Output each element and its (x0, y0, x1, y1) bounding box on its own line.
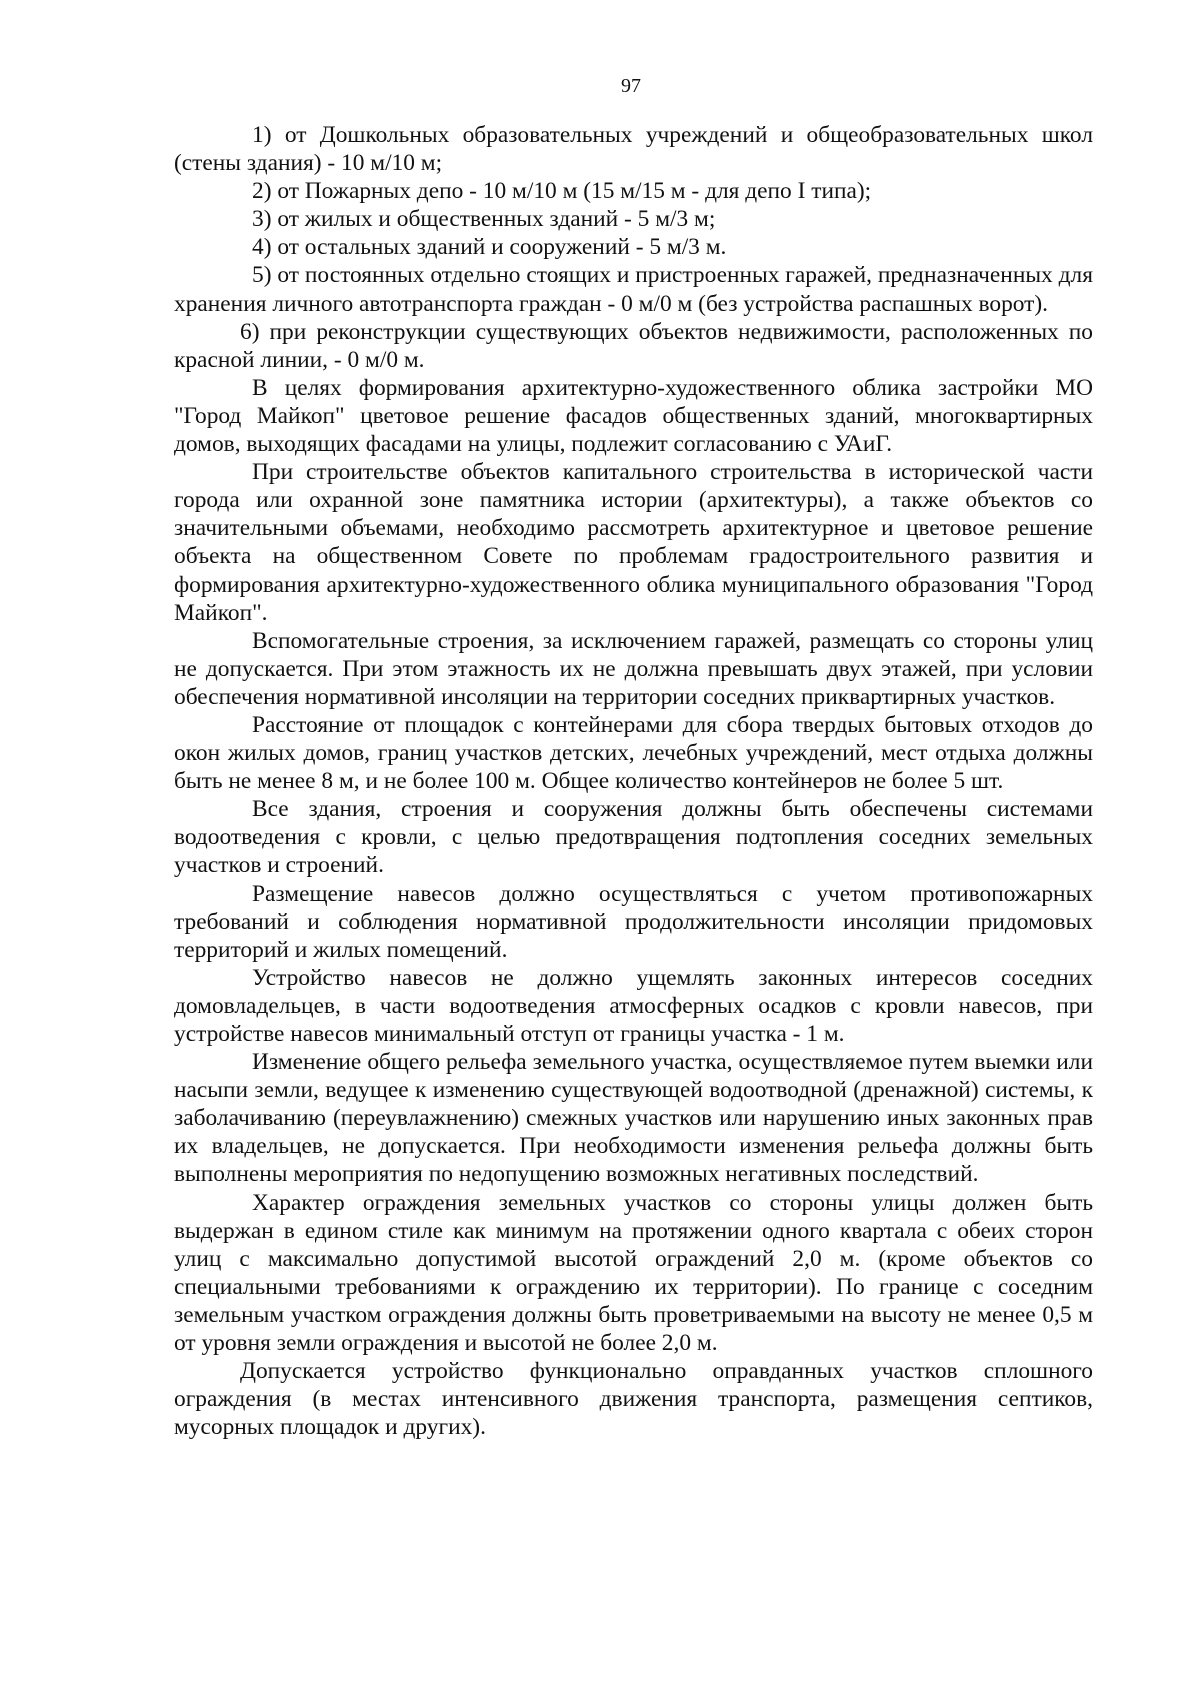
paragraph-auxiliary-buildings: Вспомогательные строения, за исключением гаражей, размещать со стороны улиц не допускается. При этом этажность их не должна превышать двух этажей, при условии обеспечения нормативной инсоляции на территории соседних приквартирных участков. (174, 627, 1093, 710)
paragraph-relief-change: Изменение общего рельефа земельного участка, осуществляемое путем выемки или насыпи земли, ведущее к изменению существующей водоотводной (дренажной) системы, к заболачиванию (переувлажнению) смежных участков или нарушению иных законных прав их владельцев, не допускается. При необходимости изменения рельефа должны быть выполнены мероприятия по недопущению возможных негативных последствий. (174, 1049, 1093, 1188)
paragraph-item-6: 6) при реконструкции существующих объектов недвижимости, расположенных по красной линии, - 0 м/0 м. (174, 318, 1093, 373)
paragraph-facade-color: В целях формирования архитектурно-художественного облика застройки МО "Город Майкоп" цветовое решение фасадов общественных зданий, многоквартирных домов, выходящих фасадами на улицы, подлежит согласованию с УАиГ. (174, 374, 1093, 458)
paragraph-item-1: 1) от Дошкольных образовательных учреждений и общеобразовательных школ (стены здания) - 10 м/10 м; (174, 122, 1093, 177)
paragraph-item-3: 3) от жилых и общественных зданий - 5 м/3 м; (252, 206, 716, 233)
paragraph-roof-drainage: Все здания, строения и сооружения должны быть обеспечены системами водоотведения с кровли, с целью предотвращения подтопления соседних земельных участков и строений. (174, 796, 1093, 879)
page-number: 97 (621, 75, 641, 97)
paragraph-canopy-placement: Размещение навесов должно осуществляться с учетом противопожарных требований и соблюдения нормативной продолжительности инсоляции придомовых территорий и жилых помещений. (174, 880, 1093, 963)
paragraph-item-4: 4) от остальных зданий и сооружений - 5 м/3 м. (252, 234, 727, 261)
paragraph-waste-containers: Расстояние от площадок с контейнерами для сбора твердых бытовых отходов до окон жилых домов, границ участков детских, лечебных учреждений, мест отдыха должны быть не менее 8 м, и не более 100 м. Общее количество контейнеров не более 5 шт. (174, 711, 1093, 795)
paragraph-solid-fence: Допускается устройство функционально оправданных участков сплошного ограждения (в местах интенсивного движения транспорта, размещения септиков, мусорных площадок и других). (174, 1358, 1093, 1441)
paragraph-item-5: 5) от постоянных отдельно стоящих и пристроенных гаражей, предназначенных для хранения личного автотранспорта граждан - 0 м/0 м (без устройства распашных ворот). (174, 262, 1093, 317)
paragraph-historic-construction: При строительстве объектов капитального строительства в исторической части города или охранной зоне памятника истории (архитектуры), а также объектов со значительными объемами, необходимо рассмотреть архитектурное и цветовое решение объекта на общественном Совете по проблемам градостроительного развития и формирования архитектурно-художественного облика муниципального образования "Город Майкоп". (174, 459, 1093, 626)
paragraph-fence-style: Характер ограждения земельных участков со стороны улицы должен быть выдержан в едином стиле как минимум на протяжении одного квартала с обеих сторон улиц с максимально допустимой высотой ограждений 2,0 м. (кроме объектов со специальными требованиями к ограждению их территории). По границе с соседним земельным участком ограждения должны быть проветриваемыми на высоту не менее 0,5 м от уровня земли ограждения и высотой не более 2,0 м. (174, 1189, 1093, 1357)
paragraph-item-2: 2) от Пожарных депо - 10 м/10 м (15 м/15 м - для депо I типа); (252, 178, 872, 205)
document-body (174, 121, 1093, 1441)
paragraph-canopy-setback: Устройство навесов не должно ущемлять законных интересов соседних домовладельцев, в части водоотведения атмосферных осадков с кровли навесов, при устройстве навесов минимальный отступ от границы участка - 1 м. (174, 964, 1093, 1047)
